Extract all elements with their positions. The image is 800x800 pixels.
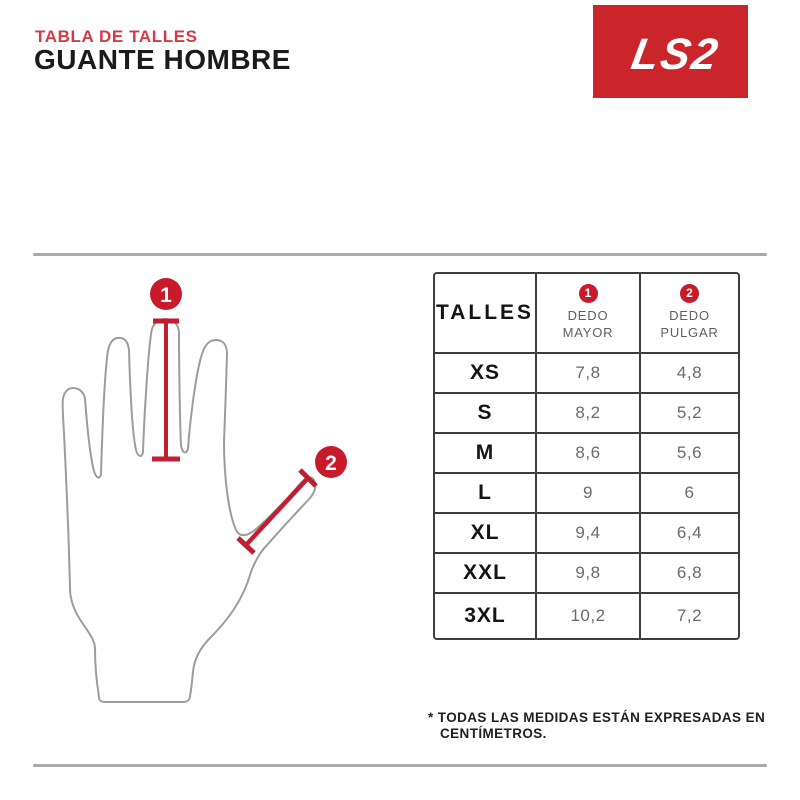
top-divider bbox=[33, 253, 767, 256]
dedo-mayor-value: 10,2 bbox=[537, 594, 639, 638]
dedo-mayor-value: 8,2 bbox=[537, 394, 639, 432]
dedo-pulgar-line1: DEDO bbox=[669, 308, 710, 324]
size-label: XXL bbox=[435, 554, 535, 592]
dedo-mayor-value: 9,8 bbox=[537, 554, 639, 592]
dedo-mayor-label bbox=[563, 308, 614, 342]
dedo-pulgar-value: 5,6 bbox=[641, 434, 738, 472]
table-header-dedo-mayor bbox=[537, 274, 639, 352]
dedo-pulgar-value: 6,8 bbox=[641, 554, 738, 592]
dedo-mayor-value: 8,6 bbox=[537, 434, 639, 472]
dedo-mayor-line2: MAYOR bbox=[562, 325, 614, 340]
units-footnote: * TODAS LAS MEDIDAS ESTÁN EXPRESADAS EN CENTÍMETROS. bbox=[428, 710, 766, 742]
marker-2-number: 2 bbox=[325, 452, 337, 475]
chart-eyebrow: TABLA DE TALLES bbox=[35, 27, 198, 46]
page-title: GUANTE HOMBRE bbox=[34, 44, 291, 75]
dedo-pulgar-value: 6 bbox=[641, 474, 738, 512]
size-label: L bbox=[435, 474, 535, 512]
dedo-mayor-line1: DEDO bbox=[567, 308, 609, 324]
marker-2-badge bbox=[315, 446, 347, 478]
size-table bbox=[433, 272, 740, 640]
table-header-talles: TALLES bbox=[435, 274, 535, 352]
dedo-pulgar-label bbox=[660, 308, 718, 342]
dedo-pulgar-line2: PULGAR bbox=[660, 325, 719, 340]
bottom-divider bbox=[33, 764, 767, 767]
table-header-dedo-pulgar bbox=[641, 274, 738, 352]
marker-1-number: 1 bbox=[160, 284, 172, 307]
size-label: S bbox=[435, 394, 535, 432]
size-label: XS bbox=[435, 354, 535, 392]
dedo-pulgar-value: 6,4 bbox=[641, 514, 738, 552]
dedo-pulgar-value: 5,2 bbox=[641, 394, 738, 432]
dedo-pulgar-value: 7,2 bbox=[641, 594, 738, 638]
logo-text: LS2 bbox=[627, 30, 724, 79]
size-label: 3XL bbox=[435, 594, 535, 638]
marker-1-badge bbox=[150, 278, 182, 310]
badge-2-icon: 2 bbox=[680, 284, 699, 303]
dedo-mayor-value: 7,8 bbox=[537, 354, 639, 392]
size-label: XL bbox=[435, 514, 535, 552]
size-label: M bbox=[435, 434, 535, 472]
measure-line-thumb bbox=[238, 470, 316, 553]
hand-measurement-diagram bbox=[40, 270, 380, 710]
dedo-mayor-value: 9 bbox=[537, 474, 639, 512]
ls2-logo bbox=[593, 5, 748, 98]
dedo-mayor-value: 9,4 bbox=[537, 514, 639, 552]
badge-1-icon: 1 bbox=[579, 284, 598, 303]
dedo-pulgar-value: 4,8 bbox=[641, 354, 738, 392]
